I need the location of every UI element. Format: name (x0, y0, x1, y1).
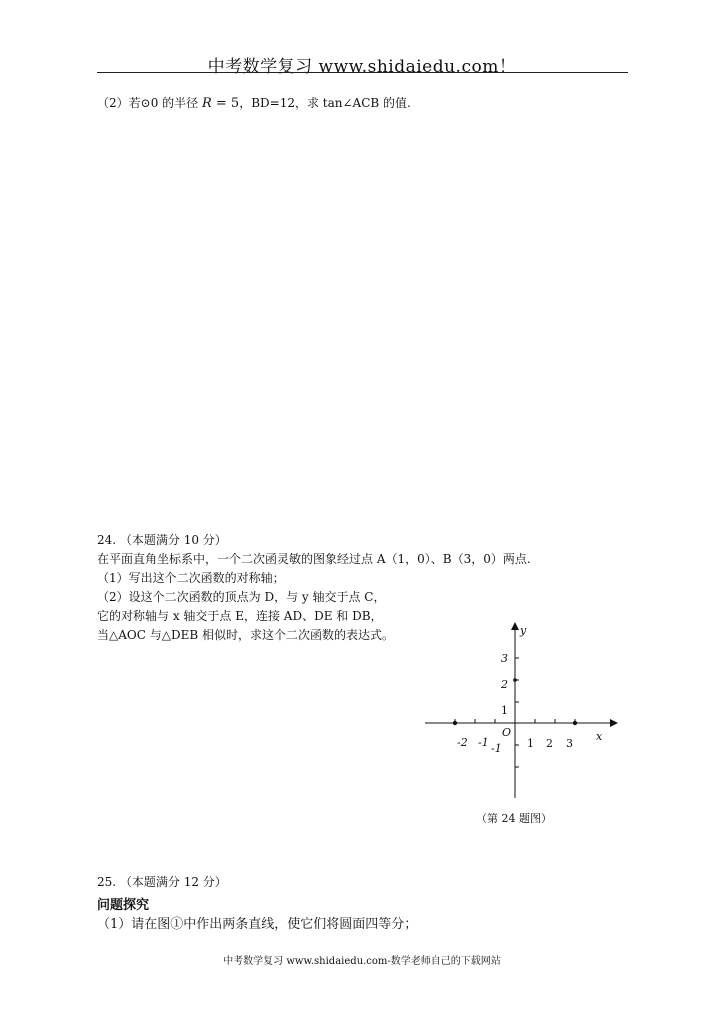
q24-line-5: 当△AOC 与△DEB 相似时，求这个二次函数的表达式。 (97, 628, 394, 642)
q23-part2-prefix: （2）若⊙0 的半径 (97, 96, 199, 110)
q24-line-4: 它的对称轴与 x 轴交于点 E，连接 AD、DE 和 DB， (97, 609, 383, 623)
q24-line-2: （1）写出这个二次函数的对称轴； (97, 571, 285, 585)
origin-label: O (502, 726, 512, 739)
x-axis-label: x (596, 730, 603, 743)
y-axis-point (513, 678, 517, 682)
figure-caption: （第 24 题图） (476, 812, 552, 825)
header-divider (97, 72, 628, 73)
page-footer: 中考数学复习 www.shidaiedu.com-数学老师自己的下载网站 (223, 956, 501, 967)
q25-line-1: （1）请在图①中作出两条直线，使它们将圆面四等分； (97, 917, 418, 932)
x-axis-point-right (573, 721, 577, 725)
coordinate-axes-figure (420, 618, 620, 803)
x-tick-label-3: 3 (566, 737, 573, 750)
y-axis-ticks (515, 658, 519, 767)
x-tick-label-neg1: -1 (478, 736, 489, 749)
question-23-part-2 (97, 96, 411, 111)
q25-section-title: 问题探究 (97, 898, 150, 913)
q23-radius-variable: R (201, 96, 212, 111)
q24-heading: 24. （本题满分 10 分） (97, 533, 227, 547)
q25-heading: 25. （本题满分 12 分） (97, 875, 227, 889)
q23-radius-value: = 5 (211, 96, 240, 111)
q24-line-3: （2）设这个二次函数的顶点为 D，与 y 轴交于点 C， (97, 590, 386, 604)
y-tick-label-3: 3 (501, 652, 508, 665)
y-axis-label: y (520, 624, 527, 637)
y-tick-label-2: 2 (501, 678, 508, 691)
q24-line-1: 在平面直角坐标系中，一个二次函灵敏的图象经过点 A（1，0）、B（3，0）两点. (97, 552, 531, 566)
x-axis-point-left (453, 721, 457, 725)
y-axis-arrow (511, 622, 519, 630)
x-tick-label-1: 1 (527, 737, 534, 750)
y-tick-label-1: 1 (501, 704, 508, 717)
x-axis-arrow (610, 719, 618, 727)
y-tick-label-neg1: -1 (491, 742, 502, 755)
x-tick-label-neg2: -2 (457, 736, 468, 749)
page-header-title: 中考数学复习 www.shidaiedu.com！ (207, 57, 517, 77)
q23-part2-rest: ，BD=12，求 tan∠ACB 的值. (239, 96, 411, 110)
x-tick-label-2: 2 (546, 737, 553, 750)
